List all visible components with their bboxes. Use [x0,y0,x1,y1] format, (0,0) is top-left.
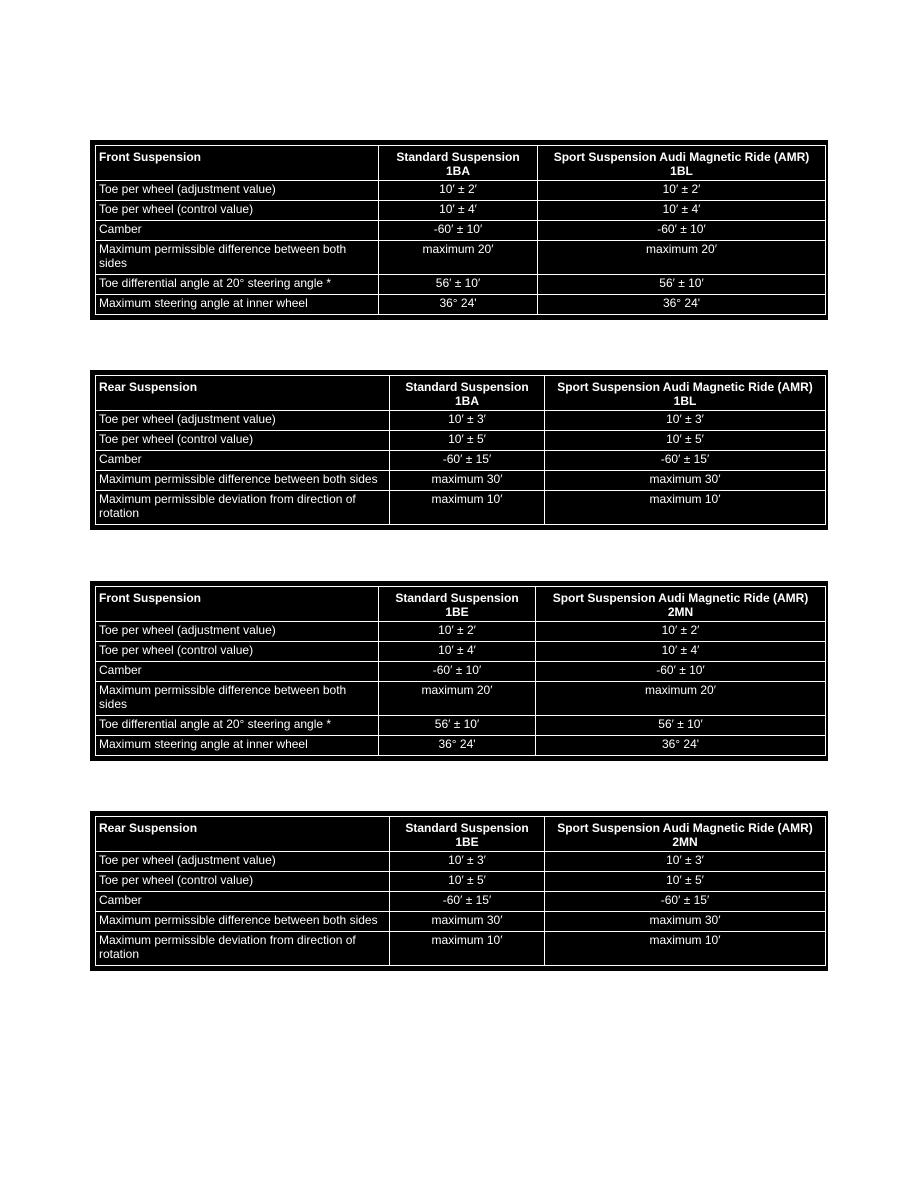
cell-value: maximum 30′ [545,912,826,932]
rear-suspension-table-1be [90,811,828,971]
row-label: Toe differential angle at 20° steering angle * [96,275,379,295]
cell-value: maximum 30′ [545,471,826,491]
row-label: Toe differential angle at 20° steering angle * [96,716,379,736]
cell-value: maximum 10′ [545,932,826,966]
cell-value: 10′ ± 4′ [536,642,826,662]
column-header: Standard Suspension 1BE [379,587,536,622]
cell-value: 56′ ± 10′ [538,275,826,295]
cell-value: maximum 30′ [390,471,545,491]
cell-value: 10′ ± 2′ [536,622,826,642]
column-header: Standard Suspension 1BA [379,146,538,181]
row-label: Maximum permissible difference between both sides [96,471,390,491]
column-header: Front Suspension [96,587,379,622]
row-label: Toe per wheel (adjustment value) [96,411,390,431]
table-row [96,411,826,431]
table-header-row [96,146,826,181]
column-header: Sport Suspension Audi Magnetic Ride (AMR) 2MN [536,587,826,622]
cell-value: -60′ ± 10′ [536,662,826,682]
cell-value: 10′ ± 3′ [545,852,826,872]
table-row [96,491,826,525]
table-row [96,431,826,451]
table-row [96,872,826,892]
table-header-row [96,376,826,411]
table-row [96,736,826,756]
table-row [96,451,826,471]
table-row [96,241,826,275]
table-row [96,716,826,736]
cell-value: 10′ ± 3′ [390,411,545,431]
cell-value: 36° 24' [379,295,538,315]
row-label: Camber [96,662,379,682]
table-row [96,622,826,642]
row-label: Toe per wheel (adjustment value) [96,181,379,201]
row-label: Camber [96,451,390,471]
cell-value: 10′ ± 2′ [538,181,826,201]
row-label: Maximum steering angle at inner wheel [96,736,379,756]
table-row [96,892,826,912]
cell-value: -60′ ± 10′ [379,221,538,241]
column-header: Sport Suspension Audi Magnetic Ride (AMR) 1BL [545,376,826,411]
cell-value: 10′ ± 4′ [379,642,536,662]
front-suspension-table-1ba [90,140,828,320]
column-header: Sport Suspension Audi Magnetic Ride (AMR) 1BL [538,146,826,181]
cell-value: -60′ ± 15′ [390,892,545,912]
row-label: Camber [96,221,379,241]
column-header: Standard Suspension 1BA [390,376,545,411]
cell-value: 10′ ± 5′ [545,431,826,451]
front-suspension-table-1be [90,581,828,761]
column-header: Front Suspension [96,146,379,181]
row-label: Toe per wheel (adjustment value) [96,852,390,872]
cell-value: maximum 10′ [390,932,545,966]
table-header-row [96,587,826,622]
cell-value: 10′ ± 5′ [390,872,545,892]
row-label: Maximum permissible deviation from direction of rotation [96,491,390,525]
row-label: Maximum permissible difference between both sides [96,682,379,716]
row-label: Camber [96,892,390,912]
table-row [96,932,826,966]
cell-value: -60′ ± 10′ [379,662,536,682]
column-header: Standard Suspension 1BE [390,817,545,852]
column-header: Rear Suspension [96,817,390,852]
cell-value: 10′ ± 4′ [379,201,538,221]
row-label: Maximum permissible difference between both sides [96,912,390,932]
spec-table-grid [95,145,826,315]
table-row [96,471,826,491]
cell-value: -60′ ± 15′ [545,892,826,912]
table-row [96,201,826,221]
cell-value: 10′ ± 5′ [545,872,826,892]
spec-table-grid [95,816,826,966]
cell-value: -60′ ± 15′ [390,451,545,471]
row-label: Toe per wheel (control value) [96,201,379,221]
cell-value: maximum 20′ [379,682,536,716]
cell-value: 36° 24' [538,295,826,315]
row-label: Maximum permissible deviation from direction of rotation [96,932,390,966]
table-row [96,221,826,241]
cell-value: 56′ ± 10′ [379,275,538,295]
cell-value: 36° 24' [536,736,826,756]
cell-value: maximum 10′ [545,491,826,525]
spec-table-grid [95,375,826,525]
cell-value: maximum 20′ [379,241,538,275]
table-row [96,295,826,315]
cell-value: 56′ ± 10′ [379,716,536,736]
column-header: Rear Suspension [96,376,390,411]
cell-value: 10′ ± 3′ [390,852,545,872]
cell-value: 10′ ± 3′ [545,411,826,431]
cell-value: 10′ ± 2′ [379,622,536,642]
table-row [96,642,826,662]
cell-value: -60′ ± 15′ [545,451,826,471]
row-label: Toe per wheel (adjustment value) [96,622,379,642]
row-label: Maximum permissible difference between both sides [96,241,379,275]
cell-value: maximum 10′ [390,491,545,525]
column-header: Sport Suspension Audi Magnetic Ride (AMR) 2MN [545,817,826,852]
row-label: Toe per wheel (control value) [96,872,390,892]
table-row [96,682,826,716]
cell-value: maximum 20′ [536,682,826,716]
row-label: Toe per wheel (control value) [96,431,390,451]
cell-value: maximum 30′ [390,912,545,932]
table-header-row [96,817,826,852]
rear-suspension-table-1ba [90,370,828,530]
table-row [96,912,826,932]
cell-value: 10′ ± 4′ [538,201,826,221]
cell-value: 10′ ± 5′ [390,431,545,451]
cell-value: -60′ ± 10′ [538,221,826,241]
table-row [96,662,826,682]
cell-value: maximum 20′ [538,241,826,275]
cell-value: 36° 24' [379,736,536,756]
row-label: Maximum steering angle at inner wheel [96,295,379,315]
row-label: Toe per wheel (control value) [96,642,379,662]
table-row [96,852,826,872]
cell-value: 56′ ± 10′ [536,716,826,736]
spec-table-grid [95,586,826,756]
table-row [96,181,826,201]
cell-value: 10′ ± 2′ [379,181,538,201]
table-row [96,275,826,295]
